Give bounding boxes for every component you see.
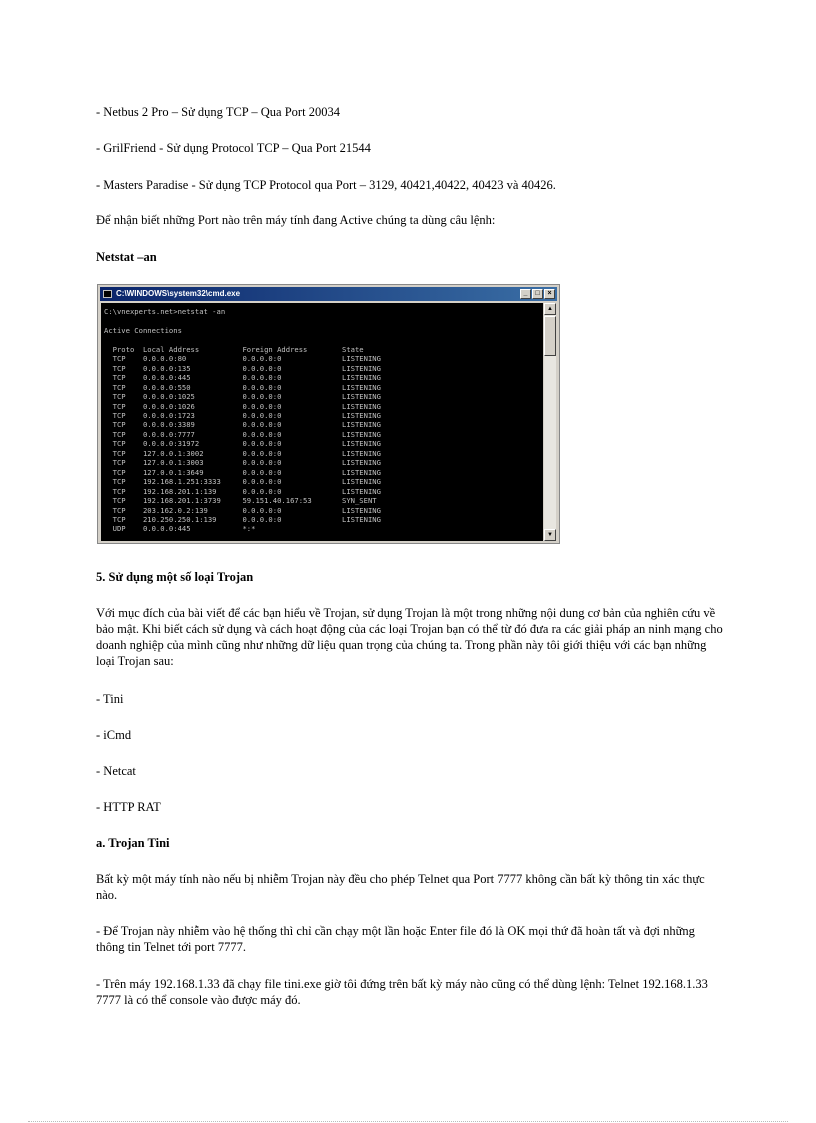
bullet-masters-paradise: - Masters Paradise - Sử dụng TCP Protocol qua Port – 3129, 40421,40422, 40423 và 40426. — [96, 178, 556, 192]
list-item-netcat: - Netcat — [96, 764, 136, 778]
list-item-http-rat: - HTTP RAT — [96, 800, 161, 814]
scroll-down-icon: ▼ — [544, 529, 556, 541]
cmd-console — [101, 303, 543, 541]
cmd-titlebar — [100, 287, 557, 301]
section-5-heading: 5. Sử dụng một số loại Trojan — [96, 570, 254, 584]
netstat-command-label: Netstat –an — [96, 250, 157, 264]
close-icon: × — [544, 289, 555, 299]
cmd-app-icon — [103, 290, 112, 298]
netstat-intro: Để nhận biết những Port nào trên máy tính đang Active chúng ta dùng câu lệnh: — [96, 213, 496, 227]
netstat-output: C:\vnexperts.net>netstat -an Active Connections Proto Local Address Foreign Address State TCP 0.0.0.0:80 0.0.0.0:0 LISTENING TCP 0.0.0.0:135 0.0.0.0:0 LISTENING TCP 0.0.0.0:445 0.0.0.0:0 LISTENING TCP 0.0.0.0:550 0.0.0.0:0 LISTENING TCP 0.0.0.0:1025 0.0.0.0:0 LISTENING TCP 0.0.0.0:1026 0.0.0.0:0 LISTENING TCP 0.0.0.0:1723 0.0.0.0:0 LISTENING TCP 0.0.0.0:3389 0.0.0.0:0 LISTENING TCP 0.0.0.0:7777 0.0.0.0:0 LISTENING TCP 0.0.0.0:31972 0.0.0.0:0 LISTENING TCP 127.0.0.1:3002 0.0.0.0:0 LISTENING TCP 127.0.0.1:3003 0.0.0.0:0 LISTENING TCP 127.0.0.1:3649 0.0.0.0:0 LISTENING TCP 192.168.1.251:3333 0.0.0.0:0 LISTENING TCP 192.168.201.1:139 0.0.0.0:0 LISTENING TCP 192.168.201.1:3739 59.151.40.167:53 SYN_SENT TCP 203.162.0.2:139 0.0.0.0:0 LISTENING TCP 210.250.250.1:139 0.0.0.0:0 LISTENING UDP 0.0.0.0:445 *:* — [104, 307, 381, 534]
list-item-tini: - Tini — [96, 692, 124, 706]
bullet-netbus: - Netbus 2 Pro – Sử dụng TCP – Qua Port 20034 — [96, 105, 340, 119]
section-a-paragraph-1: Bất kỳ một máy tính nào nếu bị nhiễm Trojan này đều cho phép Telnet qua Port 7777 không cần bất kỳ thông tin xác thực nào. — [96, 872, 705, 902]
section-a-paragraph-2: - Để Trojan này nhiễm vào hệ thống thì chỉ cần chạy một lần hoặc Enter file đó là OK mọi thứ đã hoàn tất và đợi những thông tin Telnet tới port 7777. — [96, 924, 695, 954]
cmd-window-screenshot — [97, 284, 560, 544]
scroll-up-icon: ▲ — [544, 303, 556, 315]
bullet-girlfriend: - GrilFriend - Sử dụng Protocol TCP – Qua Port 21544 — [96, 141, 371, 155]
cmd-scrollbar — [544, 303, 556, 541]
list-item-icmd: - iCmd — [96, 728, 132, 742]
maximize-icon: □ — [532, 289, 543, 299]
cmd-title: C:\WINDOWS\system32\cmd.exe — [116, 289, 241, 298]
scroll-thumb — [544, 316, 556, 356]
section-a-paragraph-3: - Trên máy 192.168.1.33 đã chạy file tini.exe giờ tôi đứng trên bất kỳ máy nào cũng có thể dùng lệnh: Telnet 192.168.1.33 7777 là có thể console vào được máy đó. — [96, 977, 708, 1007]
minimize-icon: _ — [520, 289, 531, 299]
section-a-heading: a. Trojan Tini — [96, 836, 170, 850]
section-5-paragraph: Với mục đích của bài viết để các bạn hiểu về Trojan, sử dụng Trojan là một trong những nội dung cơ bản của nghiên cứu về bảo mật. Khi biết cách sử dụng và cách hoạt động của các loại Trojan bạn có thể từ đó đưa ra các giải pháp an ninh mạng cho doanh nghiệp của mình cũng như những dữ liệu quan trọng của chúng ta. Trong phần này tôi giới thiệu với các bạn những loại Trojan sau: — [96, 606, 723, 668]
page-bottom-divider — [28, 1121, 788, 1122]
